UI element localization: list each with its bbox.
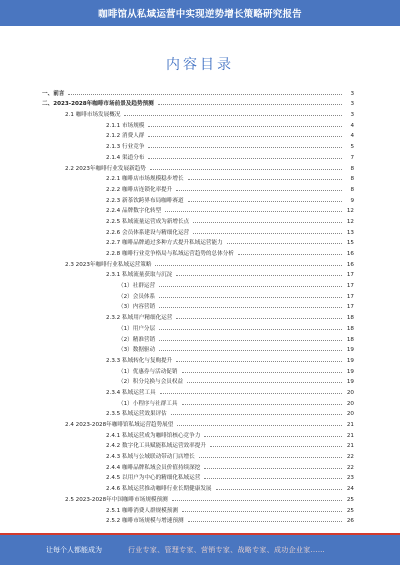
toc-entry[interactable] [34, 118, 354, 129]
toc-entry-page: 7 [350, 154, 354, 161]
toc-entry-label: （2）精准营销 [118, 336, 156, 343]
toc-entry[interactable] [34, 407, 354, 418]
toc-entry-page: 4 [350, 122, 354, 129]
toc-dot-leader [158, 103, 342, 105]
toc-entry[interactable] [34, 225, 354, 236]
toc-entry-label: 2.3.4 私域运营工具 [106, 389, 156, 396]
toc-dot-leader [124, 114, 342, 116]
toc-dot-leader [155, 264, 342, 266]
toc-entry[interactable] [34, 300, 354, 311]
toc-entry-page: 18 [346, 336, 354, 343]
toc-entry[interactable] [34, 310, 354, 321]
toc-entry-page: 17 [346, 283, 354, 290]
toc-dot-leader [148, 157, 342, 159]
toc-entry-page: 13 [346, 229, 354, 236]
toc-entry-label: 2.2.6 会员体系建设与精细化运营 [106, 229, 190, 236]
toc-entry-page: 3 [350, 112, 354, 119]
toc-entry-page: 23 [346, 475, 354, 482]
toc-dot-leader [210, 445, 342, 447]
toc-entry-page: 25 [346, 507, 354, 514]
toc-entry-label: 2.2.4 品牌数字化转型 [106, 208, 162, 215]
toc-dot-leader [188, 178, 342, 180]
toc-entry-page: 21 [346, 422, 354, 428]
toc-entry-label: （2）积分兑换与会员权益 [118, 379, 184, 386]
toc-entry-label: 2.2.2 咖啡店连锁化率提升 [106, 186, 173, 193]
toc-entry-label: 2.2.7 咖啡品牌通过多种方式提升私域运营能力 [106, 240, 223, 247]
toc-entry-page: 22 [346, 464, 354, 471]
toc-entry-page: 17 [346, 304, 354, 311]
toc-entry[interactable] [34, 460, 354, 471]
toc-entry-label: 2.1.2 消费人群 [106, 133, 145, 140]
report-footer [0, 535, 400, 565]
toc-entry-label: 2.3.1 私域流量获取与沉淀 [106, 272, 173, 279]
toc-entry[interactable] [34, 86, 354, 97]
toc-entry-page: 12 [346, 218, 354, 225]
toc-entry-label: 2.1.3 行业竞争 [106, 144, 145, 151]
toc-dot-leader [193, 232, 342, 234]
toc-entry-label: 一、前言 [42, 90, 65, 97]
toc-entry[interactable] [34, 289, 354, 300]
toc-dot-leader [188, 520, 342, 522]
toc-entry-label: 2.3 2023年咖啡行业私域运营策略 [65, 261, 152, 268]
toc-entry-label: 2.2.3 新茶饮跨界布局咖啡赛道 [106, 197, 184, 204]
toc-entry-page: 22 [346, 454, 354, 461]
toc-dot-leader [148, 125, 342, 127]
toc-entry[interactable] [34, 428, 354, 439]
toc-dot-leader [159, 285, 342, 287]
toc-dot-leader [182, 371, 343, 373]
toc-entry[interactable] [34, 107, 354, 118]
toc-entry-label: 2.3.5 私域运营效果评估 [106, 411, 167, 418]
toc-entry-page: 3 [350, 90, 354, 97]
toc-dot-leader [150, 168, 342, 170]
toc-dot-leader [204, 467, 342, 469]
toc-entry[interactable] [34, 257, 354, 268]
toc-dot-leader [204, 477, 342, 479]
toc-dot-leader [160, 392, 342, 394]
toc-entry[interactable] [34, 439, 354, 450]
toc-entry-page: 26 [346, 518, 354, 525]
toc-dot-leader [68, 93, 342, 95]
toc-entry-label: 2.4.2 数字化工具赋能私域运营效率提升 [106, 443, 206, 450]
toc-dot-leader [148, 135, 342, 137]
toc-entry[interactable] [34, 503, 354, 514]
toc-entry[interactable] [34, 150, 354, 161]
footer-brand: 让每个人都能成为 [46, 546, 102, 554]
report-title: 咖啡馆从私域运营中实现逆势增长策略研究报告 [98, 9, 302, 20]
toc-entry-page: 19 [346, 368, 354, 375]
toc-entry[interactable] [34, 129, 354, 140]
toc-entry-label: 2.4 2023-2028年咖啡馆私域运营趋势展望 [65, 422, 174, 428]
toc-entry-label: （1）社群运营 [118, 283, 156, 290]
toc-entry-page: 8 [350, 176, 354, 183]
toc-entry[interactable] [34, 278, 354, 289]
toc-dot-leader [159, 349, 342, 351]
toc-entry[interactable] [34, 375, 354, 386]
toc-entry[interactable] [34, 353, 354, 364]
toc-entry-label: 2.1 咖啡市场发展概况 [65, 112, 121, 119]
toc-entry-label: 2.4.5 以用户为中心的精细化私域运营 [106, 475, 201, 482]
toc-entry-page: 16 [346, 261, 354, 268]
toc-entry-page: 15 [346, 240, 354, 247]
toc-entry-page: 16 [346, 251, 354, 257]
table-of-contents [34, 86, 354, 524]
toc-dot-leader [159, 328, 342, 330]
toc-entry-label: 2.4.6 私域运营推动咖啡行业长期健康发展 [106, 486, 212, 493]
toc-entry-page: 20 [346, 400, 354, 407]
toc-entry[interactable] [34, 343, 354, 354]
toc-entry-page: 8 [350, 186, 354, 193]
toc-entry[interactable] [34, 97, 354, 108]
toc-dot-leader [199, 456, 342, 458]
toc-entry-label: （3）内容营销 [118, 304, 156, 311]
toc-entry-label: 2.2.8 咖啡行业竞争格局与私域运营趋势的总体分析 [106, 251, 234, 257]
toc-entry-page: 17 [346, 272, 354, 279]
toc-entry-label: 2.1.1 市场规模 [106, 122, 145, 129]
toc-entry-page: 12 [346, 208, 354, 215]
toc-dot-leader [176, 360, 342, 362]
toc-dot-leader [238, 253, 342, 255]
toc-entry[interactable] [34, 268, 354, 279]
toc-entry[interactable] [34, 492, 354, 503]
toc-entry-label: （1）用户分层 [118, 325, 156, 332]
toc-entry-label: （1）小程序与社群工具 [118, 400, 178, 407]
toc-entry[interactable] [34, 204, 354, 215]
toc-entry-label: 2.2 2023年咖啡行业发展新趋势 [65, 165, 146, 172]
toc-entry-page: 9 [350, 197, 354, 204]
toc-entry-page: 20 [346, 411, 354, 418]
toc-dot-leader [216, 488, 342, 490]
toc-entry-label: 2.1.4 渠道分布 [106, 154, 145, 161]
toc-entry[interactable] [34, 514, 354, 525]
toc-entry[interactable] [34, 193, 354, 204]
toc-entry[interactable] [34, 364, 354, 375]
toc-entry-label: 2.5.1 咖啡消费人群规模预测 [106, 507, 178, 514]
toc-dot-leader [148, 146, 342, 148]
toc-dot-leader [227, 242, 342, 244]
toc-entry-label: 2.3.2 私域用户精细化运营 [106, 315, 173, 322]
toc-entry-page: 17 [346, 293, 354, 300]
toc-entry-page: 21 [346, 432, 354, 439]
toc-entry[interactable] [34, 172, 354, 183]
toc-entry-page: 4 [350, 133, 354, 140]
toc-entry-label: （3）数据驱动 [118, 347, 156, 354]
toc-entry[interactable] [34, 417, 354, 428]
toc-dot-leader [182, 403, 343, 405]
toc-entry-page: 19 [346, 357, 354, 364]
toc-dot-leader [159, 306, 342, 308]
toc-entry[interactable] [34, 214, 354, 225]
toc-entry[interactable] [34, 396, 354, 407]
toc-dot-leader [188, 200, 342, 202]
toc-entry-page: 21 [346, 443, 354, 450]
toc-dot-leader [165, 210, 342, 212]
toc-entry[interactable] [34, 182, 354, 193]
toc-entry[interactable] [34, 385, 354, 396]
toc-entry-label: 2.4.1 私域运营成为咖啡馆核心竞争力 [106, 432, 201, 439]
toc-dot-leader [176, 189, 342, 191]
toc-dot-leader [187, 381, 342, 383]
report-header [0, 0, 400, 26]
toc-dot-leader [159, 296, 342, 298]
toc-dot-leader [171, 413, 342, 415]
toc-entry-page: 8 [350, 165, 354, 172]
toc-entry-label: 2.2.1 咖啡店市场规模稳步增长 [106, 176, 184, 183]
toc-entry-label: （2）会员体系 [118, 293, 156, 300]
toc-entry-label: 2.4.3 私域与公域联动带动门店增长 [106, 454, 195, 461]
toc-dot-leader [176, 317, 342, 319]
toc-dot-leader [177, 424, 342, 426]
toc-entry[interactable] [34, 481, 354, 492]
toc-entry[interactable] [34, 471, 354, 482]
toc-entry[interactable] [34, 449, 354, 460]
toc-dot-leader [193, 221, 342, 223]
toc-entry-label: （1）优惠券与活动促销 [118, 368, 178, 375]
toc-entry-label: 2.3.3 私域转化与复购提升 [106, 357, 173, 364]
toc-entry-label: 2.5.2 咖啡市场规模与增速预测 [106, 518, 184, 525]
toc-entry-label: 2.2.5 私域流量运营成为新增长点 [106, 218, 190, 225]
toc-dot-leader [159, 339, 342, 341]
toc-entry-page: 19 [346, 347, 354, 354]
toc-entry-label: 二、2023-2028年咖啡市场前景及趋势预测 [42, 101, 154, 108]
toc-dot-leader [172, 499, 342, 501]
toc-entry[interactable] [34, 236, 354, 247]
page-title: 内容目录 [166, 57, 234, 73]
toc-entry-page: 19 [346, 379, 354, 386]
toc-entry-page: 5 [350, 144, 354, 151]
toc-entry-page: 20 [346, 389, 354, 396]
toc-entry-page: 25 [346, 496, 354, 503]
toc-entry[interactable] [34, 246, 354, 257]
toc-entry-page: 18 [346, 325, 354, 332]
toc-entry-page: 24 [346, 486, 354, 493]
toc-entry[interactable] [34, 139, 354, 150]
toc-entry[interactable] [34, 161, 354, 172]
footer-slogan: 行业专家、管理专家、营销专家、战略专家、成功企业家…… [128, 546, 326, 554]
toc-entry-label: 2.5 2023-2028年中国咖啡市场规模预测 [65, 496, 168, 503]
toc-entry[interactable] [34, 321, 354, 332]
toc-entry-page: 3 [350, 101, 354, 108]
toc-entry-label: 2.4.4 咖啡品牌私域会员价值持续深挖 [106, 464, 201, 471]
toc-entry[interactable] [34, 332, 354, 343]
toc-dot-leader [176, 274, 342, 276]
toc-entry-page: 18 [346, 315, 354, 322]
toc-dot-leader [204, 435, 342, 437]
toc-dot-leader [182, 510, 342, 512]
